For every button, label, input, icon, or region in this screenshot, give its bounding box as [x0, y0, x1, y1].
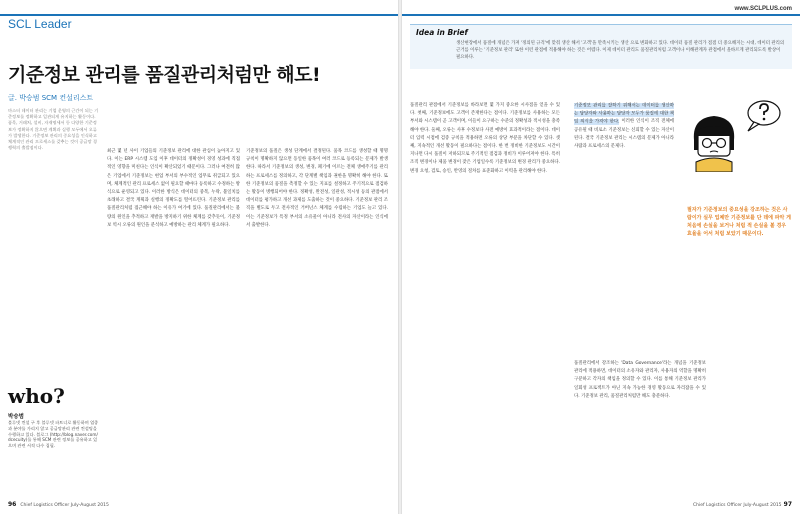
page-folio-left: [8, 501, 109, 508]
thinking-person-icon: [684, 110, 748, 172]
author-name: 박승범: [8, 414, 24, 420]
site-url[interactable]: www.SCLPLUS.com: [734, 6, 792, 12]
who-label: who?: [8, 384, 65, 408]
body-text: 이러한 인식이 조직 전체에 공유될 때 비로소 기준정보는 신뢰할 수 있는 자산이 된다. 결국 기준정보 관리는 시스템의 문제가 아니라 사람과 프로세스의 문제다.: [574, 119, 674, 150]
page-number: 96: [8, 501, 17, 508]
page-number: 97: [783, 501, 792, 508]
right-page: [402, 0, 800, 514]
brief-title: Idea in Brief: [416, 28, 468, 37]
question-bubble-icon: [742, 98, 782, 134]
sidebar-text: 마스터 데이터 관리는 기업 운영의 근간이 되는 기준정보를 정확하고 일관되게 유지하는 활동이다. 품목, 거래처, 설비, 자재명세서 등 다양한 기준정보가 정확하지 않으면 계획과 실행 모두에서 오류가 발생한다. 기준정보 관리의 중요성을 인식하고 체계적인 관리 프로세스를 갖추는 것이 공급망 경쟁력의 출발점이다.: [8, 108, 99, 151]
byline: 글. 박승범 SCM 컨설리스트: [8, 94, 94, 102]
page-folio-right: [689, 501, 792, 508]
body-column-5: 품질관리에서 강조하는 'Data Governance'라는 개념을 기준정보 관리에 적용하면, 데이터의 소유자와 관리자, 사용자의 역할을 명확히 구분하고 각자의 책임을 정의할 수 있다. 이를 통해 기준정보 관리가 일회성 프로젝트가 아닌 지속 가능한 경영 활동으로 자리잡을 수 있다. 기준정보 관리, 품질관리처럼만 해도 충분하다.: [574, 361, 706, 399]
highlighted-passage: 기준정보 관리를 잘하기 위해서는 데이터를 생산하는 담당자와 사용하는 담당자 모두가 품질에 대한 책임 의식을 가져야 한다.: [574, 103, 674, 125]
header-rule: [402, 14, 800, 16]
magazine-name: Chief Logistics Officer July-August 2015: [693, 503, 782, 508]
idea-in-brief-box: [410, 24, 792, 69]
article-headline: 기준정보 관리를 품질관리처럼만 해도!: [8, 64, 321, 86]
section-tag: SCL Leader: [8, 17, 72, 31]
body-column-2: 기준정보의 품질은 생성 단계에서 결정된다. 품목 코드를 생성할 때 명명 규칙이 명확하지 않으면 동일한 품목이 여러 코드로 등록되는 문제가 발생한다. 따라서 기준정보의 생성, 변경, 폐기에 이르는 전체 생애주기를 관리하는 프로세스를 정의하고, 각 단계별 책임과 권한을 명확히 해야 한다. 또한 기준정보의 품질을 측정할 수 있는 지표를 설정하고 주기적으로 점검하는 활동이 병행되어야 한다. 정확성, 완전성, 일관성, 적시성 등의 관점에서 데이터를 평가하고 개선 과제를 도출하는 것이 중요하다. 기준정보 관리 조직을 별도로 두고 전사적인 거버넌스 체계를 수립하는 기업도 늘고 있다. 이는 기준정보가 특정 부서의 소유물이 아니라 전사의 자산이라는 인식에서 출발한다.: [246, 149, 388, 228]
body-column-3: 품질관리 관점에서 기준정보를 바라보면 몇 가지 중요한 시사점을 얻을 수 있다. 첫째, 기준정보에도 고객이 존재한다는 점이다. 기준정보를 사용하는 모든 부서와 시스템이 곧 고객이며, 이들이 요구하는 수준의 정확성과 적시성을 충족해야 한다. 둘째, 오류는 사후 수정보다 사전 예방이 효과적이라는 점이다. 데이터 입력 시점에 검증 규칙을 적용하면 오류의 상당 부분을 차단할 수 있다. 셋째, 지속적인 개선 활동이 필요하다는 점이다. 한 번 정비한 기준정보도 시간이 지나면 다시 품질이 저하되므로 주기적인 점검과 정비가 이루어져야 한다. 특히 조직 변경이나 제품 변경이 잦은 기업일수록 기준정보의 변경 관리가 중요하다. 변경 요청, 검토, 승인, 반영의 절차를 표준화하고 이력을 관리해야 한다.: [410, 103, 560, 174]
brief-text: 생산현장에서 품질에 개념은 가져 '정의된 규격'에 맞춰 생산 해서 '고객'을 만족시키는 생산 으로 변화하고 있다. 데이터 품질 관리가 점점 더 중요해지는 시대, 데이터 관리의 근거를 이루는 '기준정보 관리' 또한 이런 관점에 적용해야 하는 것은 어렵다. 이제 데이터 관리도 품질관리처럼 고객이나 이해관계자 관점에서 올바르게 관리되도록 발상이 필요하다.: [456, 41, 785, 60]
author-bio: 블루넷 컨설 구 후 블루넷 파트너로 활동하며 업종과 분야를 가리지 않고 공급망관리 관련 컨설팅을 수행하고 있다. 블로그 (http://blog.naver.com/dcecuity)를 통해 SCM 관련 정보를 공유하고 있으며 관련 서적 다수 집필.: [8, 420, 99, 449]
left-page: [0, 0, 398, 514]
body-column-1: 최근 몇 년 사이 기업들의 기준정보 관리에 대한 관심이 높아지고 있다. 이는 ERP 시스템 도입 이후 데이터의 정확성이 경영 성과에 직접적인 영향을 미친다는 인식이 확산되었기 때문이다. 그러나 여전히 많은 기업에서 기준정보는 현업 부서의 부수적인 업무로 취급되고 있으며, 체계적인 관리 프로세스 없이 필요할 때마다 등록하고 수정하는 방식으로 운영되고 있다. 이러한 방식은 데이터의 중복, 누락, 불일치를 초래하고 결국 계획과 실행의 정확도를 떨어뜨린다. 기준정보 관리를 품질관리처럼 접근해야 하는 이유가 여기에 있다. 품질관리에서는 불량의 원인을 추적하고 재발을 방지하기 위한 체계를 갖추듯이, 기준정보 역시 오류의 원인을 분석하고 예방하는 관리 체계가 필요하다.: [107, 149, 240, 228]
callout-quote: 필자가 기준정보의 중요성을 강조하는 것은 사람이가 실무 업체만 기준정보를 단 데에 파악 게 처음에 손실을 보거나 처럼 적 손실을 볼 경우 효율을 어서 처럼 보았기 때문이다.: [687, 207, 791, 237]
header-rule: [0, 14, 398, 16]
magazine-name: Chief Logistics Officer July-August 2015: [20, 503, 109, 508]
